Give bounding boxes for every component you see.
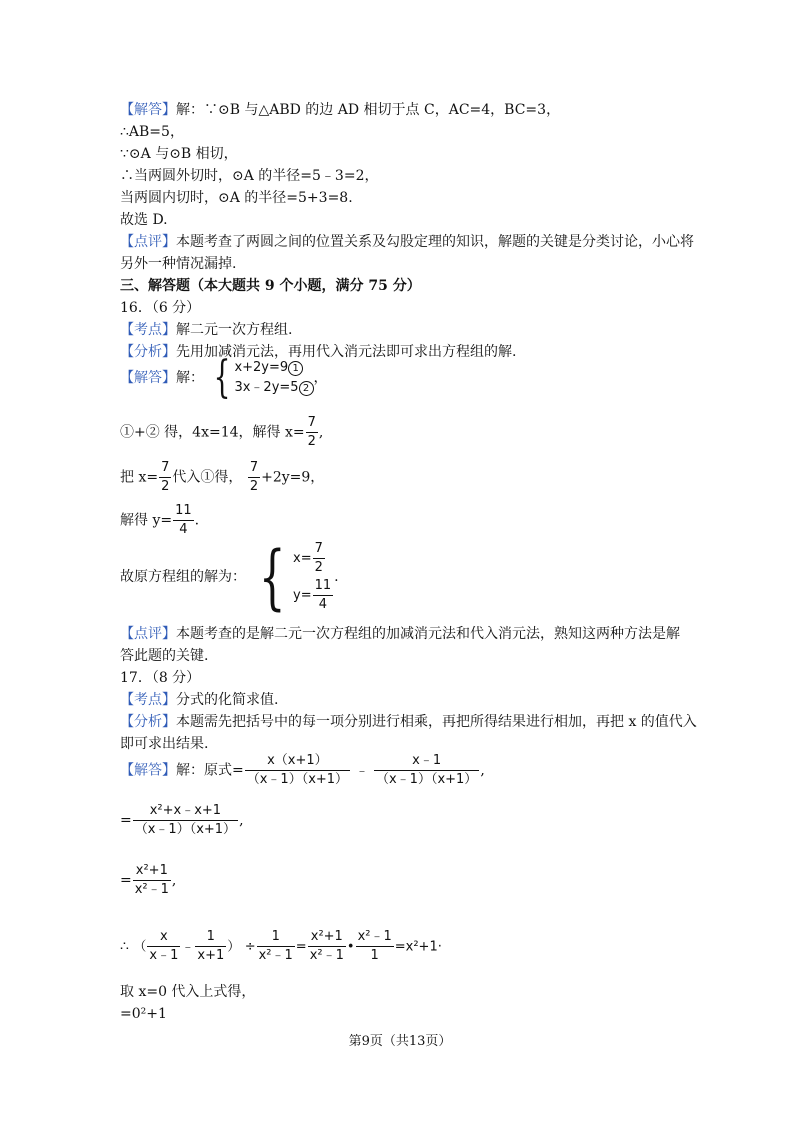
q16-review2: 答此题的关键. bbox=[120, 648, 209, 664]
fraction: $\frac{x}{x﹣1}$ bbox=[149, 929, 179, 963]
q16-review1: 【点评】本题考查的是解二元一次方程组的加减消元法和代入消元法，熟知这两种方法是解 bbox=[120, 626, 680, 642]
fraction: $\frac{\text{x²+1}}{\text{x²﹣1}}$ bbox=[134, 863, 169, 897]
q17-number: 17．（8 分） bbox=[120, 670, 201, 686]
fraction: $\frac{1}{x+1}$ bbox=[197, 929, 225, 963]
fraction: $\frac{x﹣1}{(x﹣1)(x+1)}$ bbox=[375, 753, 478, 787]
fraction: $\frac{\text{x²+x﹣x+1}}{(x﹣1)(x+1)}$ bbox=[134, 803, 237, 837]
review-tag: 【点评】 bbox=[120, 234, 176, 250]
q17-take: 取 x=0 代入上式得， bbox=[120, 984, 256, 1000]
q16-system: 【解答】解： { x+2y=9 1 3x﹣2y=5 2 ， bbox=[120, 352, 328, 403]
circled-one: 1 bbox=[288, 361, 303, 376]
q17-kaodian: 【考点】分式的化简求值. bbox=[120, 692, 279, 708]
fraction: $\frac{7}{2}$ bbox=[307, 415, 316, 449]
review15-line1: 【点评】本题考查了两圆之间的位置关系及勾股定理的知识，解题的关键是分类讨论，小心将 bbox=[120, 234, 694, 250]
fraction: $\frac{x(x+1)}{(x﹣1)(x+1)}$ bbox=[246, 753, 349, 787]
answer15-line3: ∵⊙A 与⊙B 相切， bbox=[120, 146, 238, 162]
q16-result: 故原方程组的解为： { x= $\frac{7}{2}$ y= $\frac{11}{4}$ . bbox=[120, 536, 339, 618]
q17-step1: 【解答】解：原式= $\frac{x(x+1)}{(x﹣1)(x+1)}$ ﹣ $\frac{x﹣1}{(x﹣1)(x+1)}$ , bbox=[120, 753, 485, 787]
section-title: 三、解答题（本大题共 9 个小题，满分 75 分） bbox=[120, 278, 421, 294]
q16-step1: ①+② 得，4x=14，解得 x= $\frac{7}{2}$ , bbox=[120, 415, 324, 449]
fraction: $\frac{7}{2}$ bbox=[249, 460, 259, 494]
fraction: $\frac{\text{x²+1}}{\text{x²﹣1}}$ bbox=[309, 929, 344, 963]
answer-tag: 【解答】 bbox=[120, 102, 176, 118]
review15-line2: 另外一种情况漏掉. bbox=[120, 256, 237, 272]
q16-step3: 解得 y= $\frac{11}{4}$ . bbox=[120, 503, 200, 537]
fraction: $\frac{1}{\text{x²﹣1}}$ bbox=[258, 929, 293, 963]
q17-fenxi1: 【分析】本题需先把括号中的每一项分别进行相乘，再把所得结果进行相加，再把 x 的值代入 bbox=[120, 714, 697, 730]
q17-step3: = $\frac{\text{x²+1}}{\text{x²﹣1}}$ , bbox=[120, 863, 177, 897]
answer15-line1: 【解答】解：∵⊙B 与△ABD 的边 AD 相切于点 C，AC=4，BC=3， bbox=[120, 102, 561, 118]
q17-last: =0²+1 bbox=[120, 1006, 167, 1022]
answer15-line4: ∴当两圆外切时，⊙A 的半径=5﹣3=2， bbox=[120, 168, 379, 184]
q17-step4: ∴ （ $\frac{x}{x﹣1}$ ﹣ $\frac{1}{x+1}$ ） ÷ $\frac{1}{\text{x²﹣1}}$ = $\frac{\text{x²+1}}{\text{x²﹣1}}$ • $\frac{\text{x²﹣1}}{1}$ =x²+1· bbox=[120, 929, 442, 963]
fraction: $\frac{\text{x²﹣1}}{1}$ bbox=[357, 929, 392, 963]
fraction: $\frac{11}{4}$ bbox=[314, 578, 332, 612]
answer15-line2: ∴AB=5， bbox=[120, 124, 184, 140]
fraction: $\frac{11}{4}$ bbox=[175, 503, 192, 537]
fraction: $\frac{7}{2}$ bbox=[161, 460, 170, 494]
circled-two: 2 bbox=[299, 381, 314, 396]
q16-step2: 把 x= $\frac{7}{2}$ 代入①得， $\frac{7}{2}$ +2y=9， bbox=[120, 460, 325, 494]
q16-kaodian: 【考点】解二元一次方程组. bbox=[120, 322, 293, 338]
fraction: $\frac{7}{2}$ bbox=[314, 541, 323, 575]
answer15-line5: 当两圆内切时，⊙A 的半径=5+3=8. bbox=[120, 190, 353, 206]
q17-fenxi2: 即可求出结果. bbox=[120, 736, 209, 752]
q16-fenxi: 【分析】先用加减消元法，再用代入消元法即可求出方程组的解. bbox=[120, 344, 517, 360]
q16-number: 16．（6 分） bbox=[120, 300, 201, 316]
q17-step2: = $\frac{\text{x²+x﹣x+1}}{(x﹣1)(x+1)}$ , bbox=[120, 803, 244, 837]
answer15-line6: 故选 D. bbox=[120, 212, 168, 228]
page-footer: 第9页（共13页） bbox=[348, 1034, 452, 1049]
